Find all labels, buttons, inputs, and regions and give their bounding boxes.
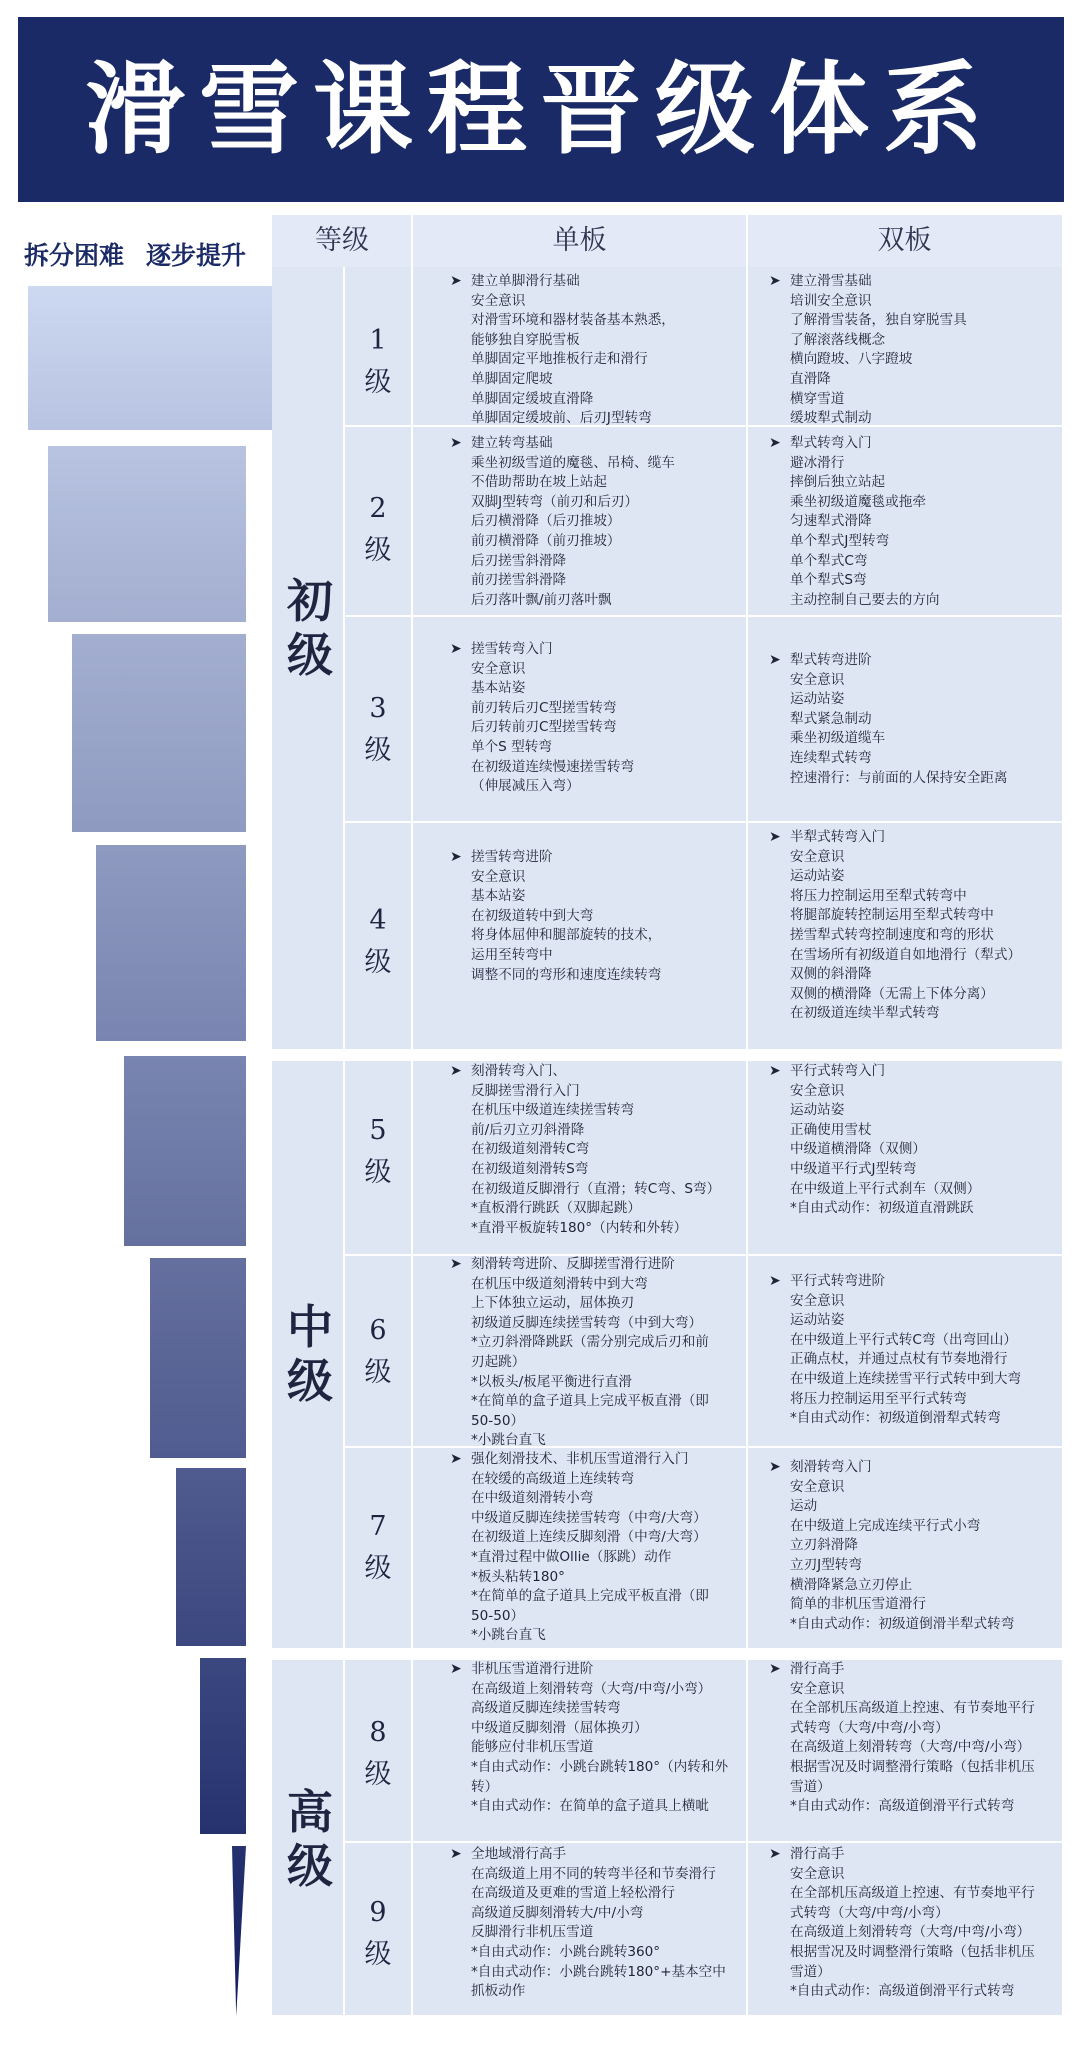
skill-item: 雪道） xyxy=(790,1963,831,1980)
skill-item: 单个犁式S弯 xyxy=(790,572,867,589)
ladder-step xyxy=(200,1658,246,1834)
skill-item: 培训安全意识 xyxy=(790,292,872,309)
level-label xyxy=(348,1506,408,1590)
skill-item: 雪道） xyxy=(790,1778,831,1795)
snowboard-cell xyxy=(471,640,741,797)
skill-heading: ➤ 强化刻滑技术、非机压雪道滑行入门 xyxy=(471,1450,741,1470)
skill-item: 乘坐初级雪道的魔毯、吊椅、缆车 xyxy=(471,454,675,471)
skill-item: 高级道反脚连续搓雪转弯 xyxy=(471,1700,621,1717)
level-unit: 级 xyxy=(364,367,392,398)
skill-item: 了解滑雪装备，独自穿脱雪具 xyxy=(790,312,967,329)
row-divider xyxy=(345,1841,1062,1843)
skill-heading: ➤ 搓雪转弯进阶 xyxy=(471,848,741,868)
row-divider xyxy=(345,821,1062,823)
skill-item: 了解滚落线概念 xyxy=(790,331,886,348)
skill-heading: ➤ 平行式转弯进阶 xyxy=(790,1272,1058,1292)
skill-item: 在初级道转中到大弯 xyxy=(471,907,594,924)
skill-item: 双侧的斜滑降 xyxy=(790,966,872,983)
tier-label-char: 级 xyxy=(287,628,333,682)
ladder-step xyxy=(176,1468,246,1646)
ski-cell xyxy=(790,1660,1058,1817)
skill-item: 在机压中级道刻滑转中到大弯 xyxy=(471,1275,648,1292)
tier-label-char: 高 xyxy=(287,1785,333,1839)
level-unit: 级 xyxy=(364,735,392,766)
level-number: 1 xyxy=(369,325,387,356)
snowboard-cell xyxy=(471,1450,741,1646)
skill-item: 根据雪况及时调整滑行策略（包括非机压 xyxy=(790,1758,1035,1775)
skill-item: 避冰滑行 xyxy=(790,454,845,471)
skill-item: *直滑过程中做Ollie（豚跳）动作 xyxy=(471,1548,672,1565)
skill-item: 在高级道上刻滑转弯（大弯/中弯/小弯） xyxy=(790,1739,1031,1756)
column-divider xyxy=(343,267,345,2015)
skill-item: 横滑降紧急立刃停止 xyxy=(790,1576,913,1593)
tier-label-char: 级 xyxy=(287,1354,333,1408)
column-divider xyxy=(411,215,413,2015)
skill-item: *小跳台直飞 xyxy=(471,1627,546,1644)
skill-item: 单脚固定爬坡 xyxy=(471,370,553,387)
skill-item: 50-50） xyxy=(471,1607,525,1624)
skill-item: 缓坡犁式制动 xyxy=(790,410,872,427)
snowboard-cell xyxy=(471,434,741,610)
skill-item: 在高级道上刻滑转弯（大弯/中弯/小弯） xyxy=(471,1680,712,1697)
level-label xyxy=(348,488,408,572)
skill-item: 运动站姿 xyxy=(790,1312,845,1329)
skill-item: 将压力控制运用至平行式转弯 xyxy=(790,1390,967,1407)
skill-item: 主动控制自己要去的方向 xyxy=(790,591,940,608)
header-ski: 双板 xyxy=(877,225,932,256)
level-number: 7 xyxy=(369,1511,387,1542)
skill-item: *小跳台直飞 xyxy=(471,1432,546,1449)
skill-heading: ➤ 平行式转弯入门 xyxy=(790,1062,1058,1082)
skill-item: 反脚滑行非机压雪道 xyxy=(471,1924,594,1941)
skill-heading: ➤ 建立滑雪基础 xyxy=(790,272,1058,292)
level-label xyxy=(348,1110,408,1194)
skill-heading: ➤ 建立单脚滑行基础 xyxy=(471,272,741,292)
skill-item: 根据雪况及时调整滑行策略（包括非机压 xyxy=(790,1943,1035,1960)
skill-item: 运动站姿 xyxy=(790,868,845,885)
ski-cell xyxy=(790,1062,1058,1219)
column-divider xyxy=(746,215,748,2015)
skill-item: 搓雪犁式转弯控制速度和弯的形状 xyxy=(790,926,994,943)
skill-item: 在初级道连续慢速搓雪转弯 xyxy=(471,758,635,775)
skill-item: 单脚固定缓坡前、后刃J型转弯 xyxy=(471,410,652,427)
skill-item: 在高级道及更难的雪道上轻松滑行 xyxy=(471,1885,675,1902)
skill-item: 安全意识 xyxy=(790,1680,845,1697)
tier-advanced xyxy=(277,1785,343,1893)
skill-item: 安全意识 xyxy=(790,1478,845,1495)
skill-item: 前刃搓雪斜滑降 xyxy=(471,572,567,589)
skill-item: *自由式动作：初级道倒滑犁式转弯 xyxy=(790,1410,1001,1427)
level-label xyxy=(348,900,408,984)
ladder-step xyxy=(150,1258,246,1458)
skill-item: 安全意识 xyxy=(790,1865,845,1882)
skill-item: 高级道反脚刻滑转大/中/小弯 xyxy=(471,1904,644,1921)
skill-item: 安全意识 xyxy=(471,292,526,309)
skill-item: 后刃横滑降（后刃推坡） xyxy=(471,513,621,530)
skill-item: *自由式动作：在简单的盒子道具上横呲 xyxy=(471,1798,709,1815)
skill-item: 乘坐初级道魔毯或拖牵 xyxy=(790,493,926,510)
skill-item: 在中级道上连续搓雪平行式转中到大弯 xyxy=(790,1370,1022,1387)
skill-item: 中级道横滑降（双侧） xyxy=(790,1141,926,1158)
skill-item: 单脚固定缓坡直滑降 xyxy=(471,390,594,407)
skill-item: 运动站姿 xyxy=(790,691,845,708)
skill-item: 运用至转弯中 xyxy=(471,946,553,963)
skill-item: 不借助帮助在坡上站起 xyxy=(471,474,607,491)
ladder-step xyxy=(124,1056,246,1246)
skill-item: 抓板动作 xyxy=(471,1983,526,2000)
skill-heading: ➤ 刻滑转弯入门、 xyxy=(471,1062,741,1082)
skill-item: 前/后刃立刃斜滑降 xyxy=(471,1121,585,1138)
skill-item: *在简单的盒子道具上完成平板直滑（即 xyxy=(471,1393,709,1410)
skill-item: 运动站姿 xyxy=(790,1102,845,1119)
skill-item: 在全部机压高级道上控速、有节奏地平行 xyxy=(790,1700,1035,1717)
ladder-step xyxy=(96,845,246,1041)
skill-item: 安全意识 xyxy=(471,660,526,677)
skill-item: 安全意识 xyxy=(790,671,845,688)
level-unit: 级 xyxy=(364,1759,392,1790)
skill-item: 在初级道刻滑转C弯 xyxy=(471,1141,590,1158)
skill-item: *自由式动作：小跳台跳转360° xyxy=(471,1943,661,1960)
skill-item: 连续犁式转弯 xyxy=(790,749,872,766)
skill-heading: ➤ 刻滑转弯进阶、反脚搓雪滑行进阶 xyxy=(471,1255,741,1275)
level-number: 3 xyxy=(369,693,387,724)
skill-item: 中级道反脚刻滑（屈体换刃） xyxy=(471,1719,648,1736)
tier-intermediate xyxy=(277,1300,343,1408)
level-number: 4 xyxy=(369,905,387,936)
skill-item: 后刃转前刃C型搓雪转弯 xyxy=(471,719,617,736)
tier-gap xyxy=(272,1049,1062,1061)
skill-item: 横向蹬坡、八字蹬坡 xyxy=(790,351,913,368)
skill-item: *自由式动作：小跳台跳转180°+基本空中 xyxy=(471,1963,726,1980)
level-number: 2 xyxy=(369,493,387,524)
skill-item: 在中级道刻滑转小弯 xyxy=(471,1490,594,1507)
ski-cell xyxy=(790,1458,1058,1634)
skill-item: 控速滑行：与前面的人保持安全距离 xyxy=(790,769,1008,786)
skill-item: *自由式动作：小跳台跳转180°（内转和外 xyxy=(471,1758,729,1775)
skill-item: 式转弯（大弯/中弯/小弯） xyxy=(790,1904,949,1921)
skill-item: 安全意识 xyxy=(790,1292,845,1309)
skill-item: 基本站姿 xyxy=(471,888,526,905)
snowboard-cell xyxy=(471,1845,741,2002)
skill-item: 对滑雪环境和器材装备基本熟悉， xyxy=(471,312,675,329)
skill-item: 在初级道上连续反脚刻滑（中弯/大弯） xyxy=(471,1529,707,1546)
skill-item: 摔倒后独立站起 xyxy=(790,474,886,491)
page-title: 滑雪课程晋级体系 xyxy=(85,51,997,168)
skill-item: 反脚搓雪滑行入门 xyxy=(471,1082,580,1099)
skill-item: 初级道反脚连续搓雪转弯（中到大弯） xyxy=(471,1314,703,1331)
snowboard-cell xyxy=(471,1062,741,1238)
skill-item: 单个S 型转弯 xyxy=(471,738,552,755)
skill-item: 正确点杖，并通过点杖有节奏地滑行 xyxy=(790,1351,1008,1368)
ladder-step xyxy=(72,634,246,832)
skill-item: 立刃斜滑降 xyxy=(790,1537,858,1554)
level-label xyxy=(348,1310,408,1394)
level-label xyxy=(348,320,408,404)
tier-label-char: 初 xyxy=(287,574,333,628)
ski-cell xyxy=(790,1272,1058,1429)
skill-item: 双侧的横滑降（无需上下体分离） xyxy=(790,985,994,1002)
skill-item: *以板头/板尾平衡进行直滑 xyxy=(471,1373,632,1390)
level-number: 8 xyxy=(369,1717,387,1748)
skill-item: *在简单的盒子道具上完成平板直滑（即 xyxy=(471,1588,709,1605)
skill-item: 后刃落叶飘/前刃落叶飘 xyxy=(471,591,612,608)
tier-gap xyxy=(272,1648,1062,1660)
skill-item: 在初级道连续半犁式转弯 xyxy=(790,1005,940,1022)
skill-item: 在高级道上刻滑转弯（大弯/中弯/小弯） xyxy=(790,1924,1031,1941)
skill-item: 在初级道刻滑转S弯 xyxy=(471,1160,589,1177)
skill-item: 乘坐初级道缆车 xyxy=(790,730,886,747)
skill-item: 在雪场所有初级道自如地滑行（犁式） xyxy=(790,946,1022,963)
skill-item: 将压力控制运用至犁式转弯中 xyxy=(790,887,967,904)
skill-item: 在较缓的高级道上连续转弯 xyxy=(471,1470,635,1487)
skill-heading: ➤ 滑行高手 xyxy=(790,1660,1058,1680)
level-number: 5 xyxy=(369,1115,387,1146)
snowboard-cell xyxy=(471,272,741,429)
skill-item: 前刃横滑降（前刃推坡） xyxy=(471,532,621,549)
skill-item: 在中级道上平行式刹车（双侧） xyxy=(790,1180,981,1197)
header-level: 等级 xyxy=(315,225,369,256)
level-number: 6 xyxy=(369,1315,387,1346)
skill-item: 安全意识 xyxy=(471,868,526,885)
skill-item: 简单的非机压雪道滑行 xyxy=(790,1596,926,1613)
skill-item: 在全部机压高级道上控速、有节奏地平行 xyxy=(790,1885,1035,1902)
level-unit: 级 xyxy=(364,1939,392,1970)
snowboard-cell xyxy=(471,848,741,985)
skill-item: *板头粘转180° xyxy=(471,1568,565,1585)
title-banner xyxy=(18,17,1064,202)
slogan-part-2: 逐步提升 xyxy=(146,241,247,270)
snowboard-cell xyxy=(471,1255,741,1451)
level-unit: 级 xyxy=(364,1553,392,1584)
level-label xyxy=(348,1712,408,1796)
skill-heading: ➤ 犁式转弯进阶 xyxy=(790,651,1058,671)
skill-item: 单个犁式J型转弯 xyxy=(790,532,890,549)
skill-heading: ➤ 半犁式转弯入门 xyxy=(790,828,1058,848)
skill-item: 基本站姿 xyxy=(471,680,526,697)
skill-item: 安全意识 xyxy=(790,1082,845,1099)
skill-heading: ➤ 非机压雪道滑行进阶 xyxy=(471,1660,741,1680)
skill-item: 中级道反脚连续搓雪转弯（中弯/大弯） xyxy=(471,1509,707,1526)
ladder-step xyxy=(48,446,246,622)
skill-item: 上下体独立运动，屈体换刃 xyxy=(471,1295,635,1312)
skill-item: *自由式动作：初级道直滑跳跃 xyxy=(790,1200,974,1217)
skill-heading: ➤ 建立转弯基础 xyxy=(471,434,741,454)
level-unit: 级 xyxy=(364,535,392,566)
skill-item: 后刃搓雪斜滑降 xyxy=(471,552,567,569)
skill-item: 横穿雪道 xyxy=(790,390,845,407)
ladder-step xyxy=(232,1846,246,2016)
skill-item: 中级道平行式J型转弯 xyxy=(790,1160,917,1177)
header-snowboard: 单板 xyxy=(552,225,607,256)
level-unit: 级 xyxy=(364,1357,392,1388)
table-header xyxy=(272,215,1062,267)
skill-item: 匀速犁式滑降 xyxy=(790,513,872,530)
level-label xyxy=(348,1892,408,1976)
skill-item: 运动 xyxy=(790,1498,818,1515)
tier-label-char: 中 xyxy=(287,1300,333,1354)
level-unit: 级 xyxy=(364,947,392,978)
row-divider xyxy=(345,615,1062,617)
skill-item: （伸展减压入弯） xyxy=(471,778,580,795)
skill-item: 双脚J型转弯（前刃和后刃） xyxy=(471,493,639,510)
skill-item: 前刃转后刃C型搓雪转弯 xyxy=(471,699,617,716)
level-number: 9 xyxy=(369,1897,387,1928)
snowboard-cell xyxy=(471,1660,741,1817)
skill-item: *自由式动作：高级道倒滑平行式转弯 xyxy=(790,1798,1015,1815)
skill-item: 能够应付非机压雪道 xyxy=(471,1739,594,1756)
skill-item: 在中级道上完成连续平行式小弯 xyxy=(790,1517,981,1534)
skill-item: 犁式紧急制动 xyxy=(790,710,872,727)
skill-heading: ➤ 刻滑转弯入门 xyxy=(790,1458,1058,1478)
ski-cell xyxy=(790,272,1058,429)
skill-item: *直滑平板旋转180°（内转和外转） xyxy=(471,1219,688,1236)
skill-item: 正确使用雪杖 xyxy=(790,1121,872,1138)
skill-item: *立刃斜滑降跳跃（需分别完成后刃和前 xyxy=(471,1334,709,1351)
skill-item: 立刃J型转弯 xyxy=(790,1556,862,1573)
skill-item: 将腿部旋转控制运用至犁式转弯中 xyxy=(790,907,994,924)
skill-item: 直滑降 xyxy=(790,370,831,387)
skill-item: 在初级道反脚滑行（直滑；转C弯、S弯） xyxy=(471,1180,721,1197)
skill-item: 在机压中级道连续搓雪转弯 xyxy=(471,1102,635,1119)
level-label xyxy=(348,688,408,772)
skill-item: 式转弯（大弯/中弯/小弯） xyxy=(790,1719,949,1736)
ski-cell xyxy=(790,651,1058,788)
skill-item: 将身体屈伸和腿部旋转的技术， xyxy=(471,927,662,944)
skill-heading: ➤ 犁式转弯入门 xyxy=(790,434,1058,454)
skill-item: 调整不同的弯形和速度连续转弯 xyxy=(471,966,662,983)
ski-cell xyxy=(790,434,1058,610)
skill-item: 50-50） xyxy=(471,1412,525,1429)
level-unit: 级 xyxy=(364,1157,392,1188)
skill-item: 单脚固定平地推板行走和滑行 xyxy=(471,351,648,368)
skill-item: 单个犁式C弯 xyxy=(790,552,868,569)
skill-item: 转） xyxy=(471,1778,499,1795)
skill-item: 在中级道上平行式转C弯（出弯回山） xyxy=(790,1331,1017,1348)
skill-item: 刃起跳） xyxy=(471,1353,526,1370)
skill-item: 在高级道上用不同的转弯半径和节奏滑行 xyxy=(471,1865,716,1882)
skill-item: 安全意识 xyxy=(790,848,845,865)
tier-beginner xyxy=(277,574,343,682)
slogan xyxy=(24,236,268,272)
ski-cell xyxy=(790,828,1058,1024)
slogan-part-1: 拆分困难 xyxy=(24,241,125,270)
skill-item: *直板滑行跳跃（双脚起跳） xyxy=(471,1200,641,1217)
skill-heading: ➤ 全地域滑行高手 xyxy=(471,1845,741,1865)
skill-heading: ➤ 滑行高手 xyxy=(790,1845,1058,1865)
ladder-step xyxy=(28,286,274,430)
ski-cell xyxy=(790,1845,1058,2002)
skill-item: *自由式动作：初级道倒滑半犁式转弯 xyxy=(790,1615,1015,1632)
skill-item: *自由式动作：高级道倒滑平行式转弯 xyxy=(790,1983,1015,2000)
skill-item: 能够独自穿脱雪板 xyxy=(471,331,580,348)
skill-heading: ➤ 搓雪转弯入门 xyxy=(471,640,741,660)
tier-label-char: 级 xyxy=(287,1839,333,1893)
